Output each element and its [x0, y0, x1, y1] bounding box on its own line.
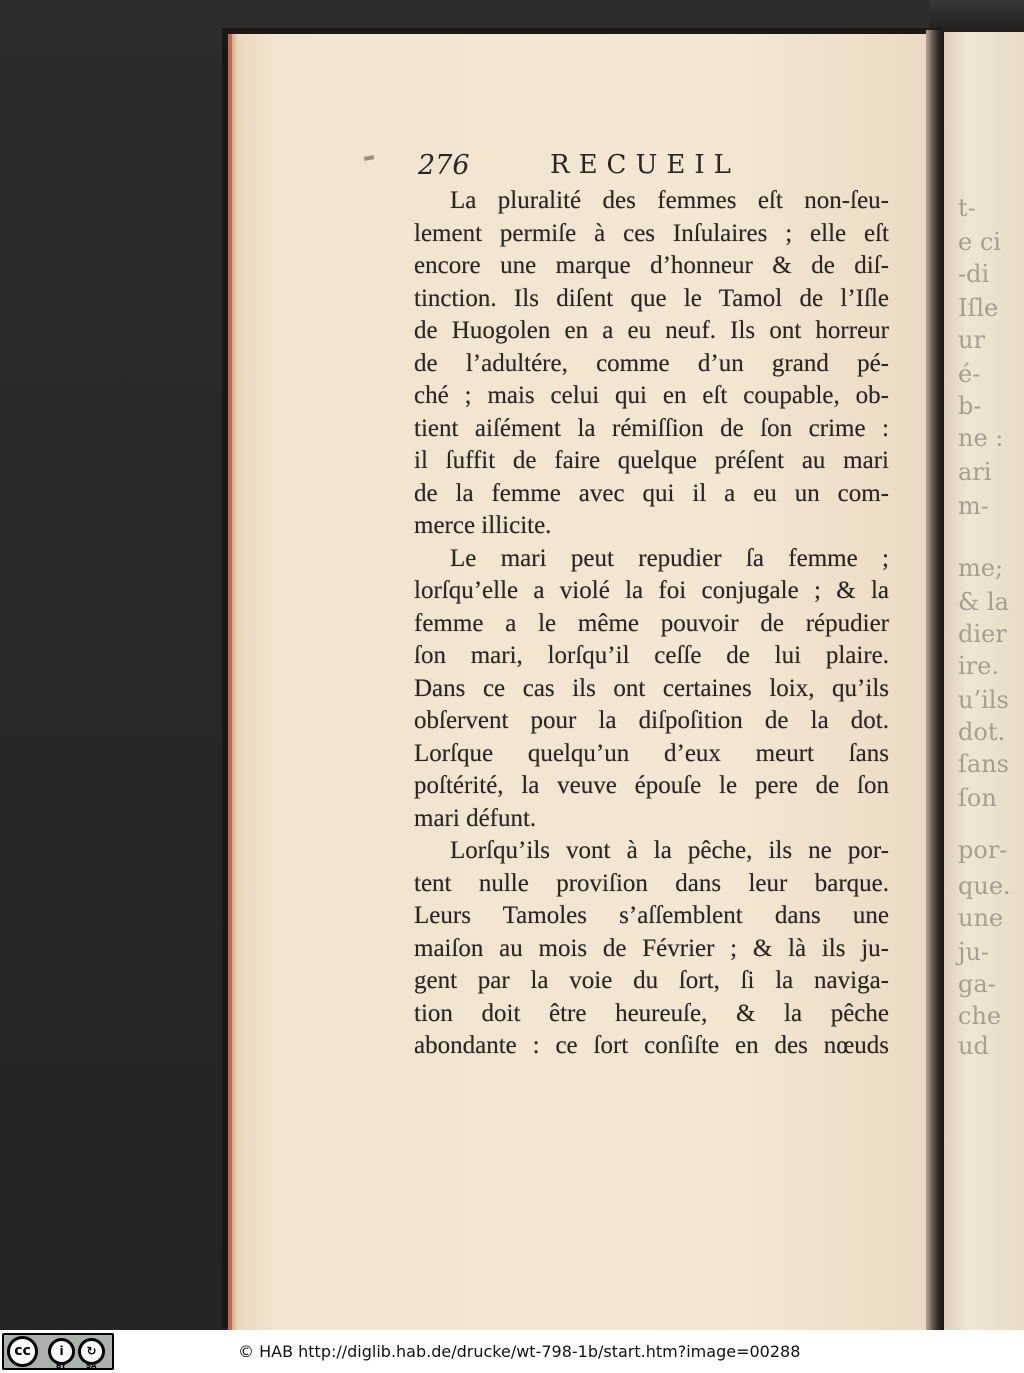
- cc-icon: cc: [7, 1336, 38, 1367]
- facing-page-fragment: ſans: [958, 750, 1009, 778]
- text-line: de Huogolen en a eu neuf. Ils ont horreur: [414, 317, 889, 344]
- text-line: abondante : ce ſort conſiſte en des nœuds: [414, 1032, 889, 1059]
- text-line: tion doit être heureuſe, & la pêche: [414, 999, 889, 1027]
- page-number: 276: [418, 150, 470, 181]
- running-title: RECUEIL: [550, 150, 740, 180]
- text-line: obſervent pour la diſpoſition de la dot.: [414, 707, 889, 734]
- cc-license-badge[interactable]: [2, 1333, 114, 1370]
- facing-page-fragment: me;: [958, 554, 1004, 582]
- text-line: lement permiſe à ces Inſulaires ; elle eſt: [414, 219, 889, 247]
- text-line: Lorſque quelqu’un d’eux meurt ſans: [414, 739, 889, 767]
- copyright-link[interactable]: © HAB http://diglib.hab.de/drucke/wt-798-1b/start.htm?image=00288: [238, 1342, 801, 1361]
- text-line: merce illicite.: [414, 512, 552, 539]
- facing-page-fragment: Iſle: [958, 294, 999, 322]
- facing-page-fragment: ur: [958, 326, 985, 354]
- footer-bar: [0, 1330, 1024, 1373]
- text-line: tent nulle proviſion dans leur barque.: [414, 869, 889, 897]
- facing-page-fragment: che: [958, 1002, 1002, 1030]
- text-line: La pluralité des femmes eſt non-ſeu-: [450, 187, 889, 214]
- share-alike-icon: ↻: [78, 1338, 105, 1365]
- facing-page-fragment: -di: [958, 260, 990, 288]
- text-line: de l’adultére, comme d’un grand pé-: [414, 349, 889, 377]
- facing-page-fragment: ſon: [958, 784, 997, 812]
- text-line: ſon mari, lorſqu’il ceſſe de lui plaire.: [414, 642, 889, 669]
- text-line: tient aiſément la rémiſſion de ſon crime :: [414, 414, 889, 442]
- attribution-icon: i: [48, 1338, 75, 1365]
- facing-page-fragment: ari: [958, 458, 992, 486]
- facing-page-edge: [930, 0, 1024, 34]
- text-line: mari défunt.: [414, 804, 537, 832]
- facing-page-fragment: dier: [958, 620, 1007, 648]
- facing-page-fragment: ud: [958, 1032, 989, 1060]
- text-line: poſtérité, la veuve épouſe le pere de ſon: [414, 772, 889, 799]
- facing-page-fragment: ju-: [958, 938, 990, 966]
- text-line: encore une marque d’honneur & de diſ-: [414, 252, 889, 279]
- facing-page-fragment: que.: [958, 872, 1011, 900]
- text-line: il ſuffit de faire quelque préſent au mari: [414, 447, 889, 474]
- book-gutter: [926, 30, 944, 1330]
- facing-page-fragment: por-: [958, 836, 1008, 864]
- text-line: Dans ce cas ils ont certaines loix, qu’ils: [414, 674, 889, 702]
- text-line: gent par la voie du ſort, ſi la naviga-: [414, 967, 889, 994]
- facing-page-fragment: dot.: [958, 718, 1006, 746]
- facing-page-fragment: e ci: [958, 228, 1001, 256]
- sa-label: SA: [86, 1362, 97, 1370]
- text-line: femme a le même pouvoir de répudier: [414, 609, 889, 637]
- running-head: [418, 150, 888, 186]
- facing-page-fragment: u’ils: [958, 686, 1009, 714]
- text-line: tinction. Ils diſent que le Tamol de l’Iſle: [414, 284, 889, 312]
- text-line: ché ; mais celui qui en eſt coupable, ob-: [414, 382, 889, 409]
- facing-page-fragment: une: [958, 904, 1004, 932]
- facing-page-fragment: & la: [958, 588, 1009, 616]
- text-line: de la femme avec qui il a eu un com-: [414, 479, 889, 507]
- text-line: Le mari peut repudier ſa femme ;: [450, 544, 889, 572]
- by-label: BY: [56, 1362, 67, 1370]
- text-line: Lorſqu’ils vont à la pêche, ils ne por-: [450, 837, 889, 864]
- text-line: Leurs Tamoles s’aſſemblent dans une: [414, 902, 889, 929]
- facing-page-fragment: ga-: [958, 970, 996, 998]
- text-line: lorſqu’elle a violé la foi conjugale ; & la: [414, 577, 889, 604]
- text-line: maiſon au mois de Février ; & là ils ju-: [414, 934, 889, 962]
- facing-page-fragment: ire.: [958, 652, 999, 680]
- facing-page: [944, 32, 1024, 1330]
- facing-page-fragment: m-: [958, 492, 989, 520]
- body-text: [414, 185, 889, 1063]
- facing-page-fragment: t-: [958, 194, 976, 222]
- facing-page-fragment: é-: [958, 360, 981, 388]
- facing-page-fragment: ne :: [958, 424, 1004, 452]
- facing-page-fragment: b-: [958, 392, 982, 420]
